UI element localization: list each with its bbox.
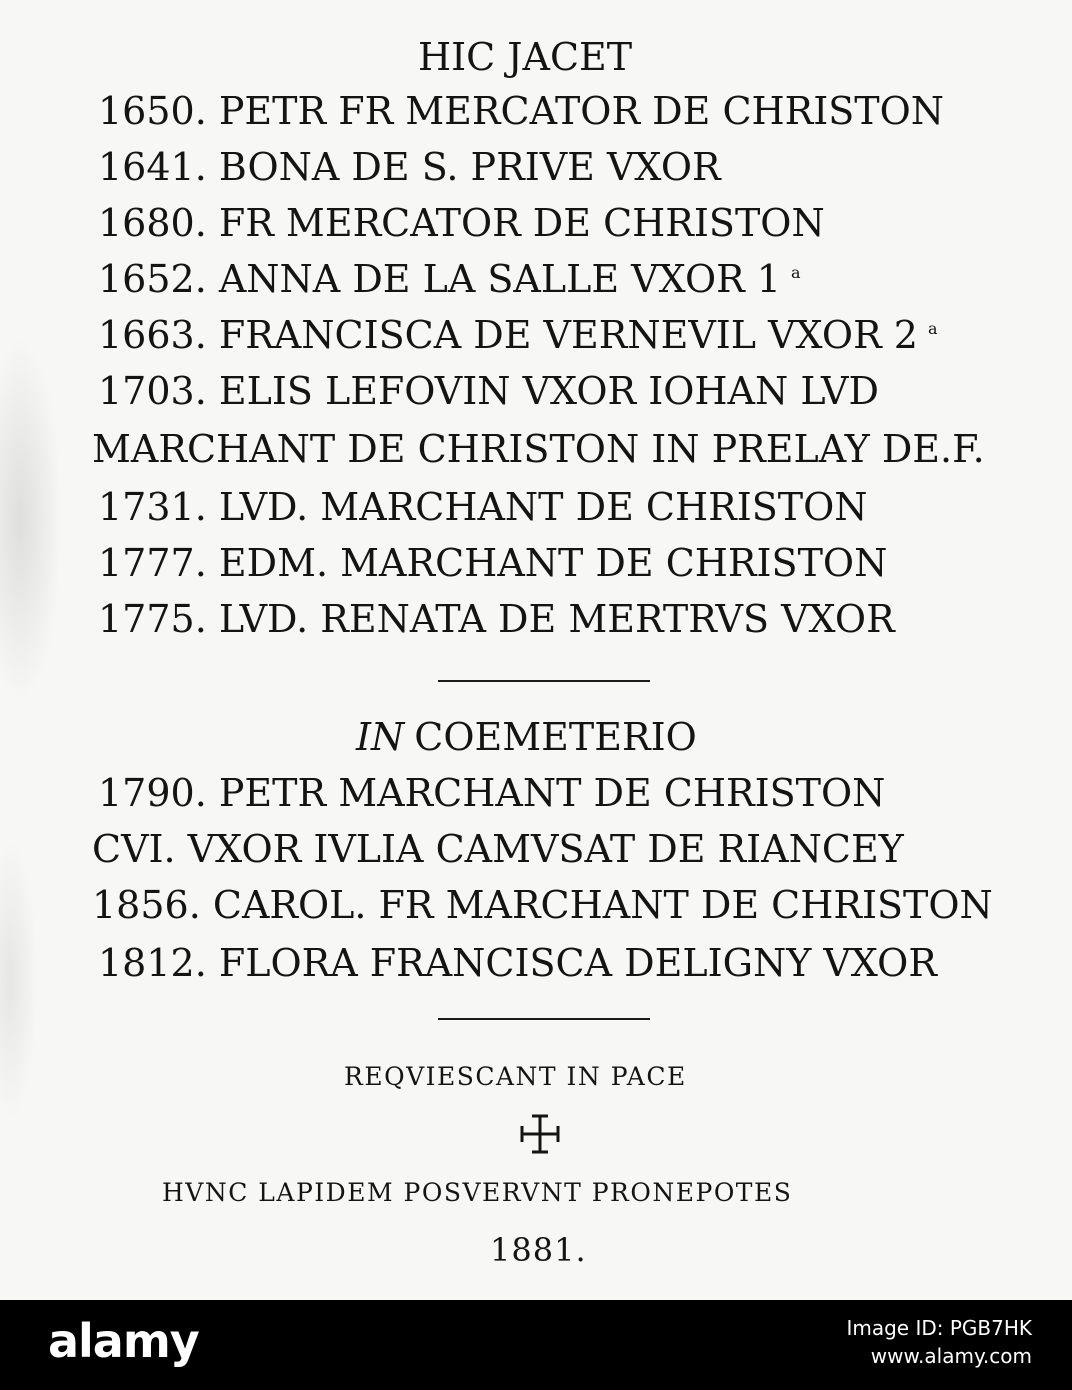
entry-line-7: MARCHANT DE CHRISTON IN PRELAY DE.F. [92,427,985,471]
entry-line-4: 1652. ANNA DE LA SALLE VXOR 1 $^a$ [98,257,801,301]
dedication-line: HVNC LAPIDEM POSVERVNT PRONEPOTES [162,1178,793,1207]
dedication-year: 1881. [490,1231,587,1269]
entry-line-10: 1775. LVD. RENATA DE MERTRVS VXOR [98,597,895,641]
closing-requiescant: REQVIESCANT IN PACE [344,1062,687,1091]
divider-rule-2 [438,1018,650,1020]
cemetery-line-4: 1812. FLORA FRANCISCA DELIGNY VXOR [98,941,937,985]
cemetery-line-1: 1790. PETR MARCHANT DE CHRISTON [98,771,886,815]
entry-line-8: 1731. LVD. MARCHANT DE CHRISTON [98,485,868,529]
entry-line-5: 1663. FRANCISCA DE VERNEVIL VXOR 2 $^a$ [98,313,938,357]
entry-line-2: 1641. BONA DE S. PRIVE VXOR [98,145,721,189]
cemetery-line-3: 1856. CAROL. FR MARCHANT DE CHRISTON [92,883,993,927]
image-id: Image ID: PGB7HK [846,1316,1032,1340]
alamy-logo: alamy [48,1314,199,1368]
entry-line-3: 1680. FR MERCATOR DE CHRISTON [98,201,825,245]
cross-potent-icon [518,1112,562,1156]
entry-line-9: 1777. EDM. MARCHANT DE CHRISTON [98,541,888,585]
entry-line-1: 1650. PETR FR MERCATOR DE CHRISTON [98,89,945,133]
stock-image-info [846,1314,1032,1370]
heading-in-coemeterio: IN COEMETERIO [356,715,697,759]
divider-rule-1 [438,680,650,682]
entry-line-6: 1703. ELIS LEFOVIN VXOR IOHAN LVD [98,369,879,413]
stock-url: www.alamy.com [870,1344,1032,1368]
heading-hic-jacet: HIC JACET [418,35,633,79]
cemetery-line-2: CVI. VXOR IVLIA CAMVSAT DE RIANCEY [92,827,904,871]
